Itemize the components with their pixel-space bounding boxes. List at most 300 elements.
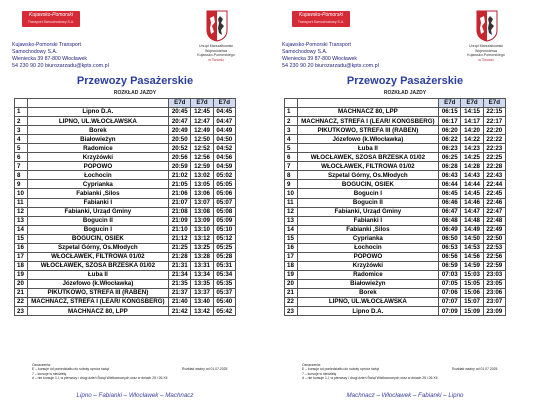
- departure-time: 13:37: [191, 288, 213, 297]
- departure-time: 20:56: [169, 153, 191, 162]
- departure-time: 15:06: [461, 288, 483, 297]
- stop-number: 9: [285, 180, 298, 189]
- departure-time: 06:28: [439, 162, 461, 171]
- departure-time: 12:45: [191, 108, 213, 117]
- timetable-header: [285, 99, 506, 108]
- departure-time: 21:12: [169, 234, 191, 243]
- stop-number: 8: [15, 171, 28, 180]
- departure-time: 12:49: [191, 126, 213, 135]
- departure-time: 23:05: [483, 279, 505, 288]
- stop-number: 1: [285, 108, 298, 117]
- partner-line3: Kujawsko-Pomorskiego: [197, 53, 235, 57]
- table-row: [285, 225, 506, 234]
- departure-time: 04:49: [213, 126, 235, 135]
- departure-time: 20:47: [169, 117, 191, 126]
- departure-time: 12:56: [191, 153, 213, 162]
- stop-name: Lipno D.A.: [27, 108, 169, 117]
- timetable-body: [285, 108, 506, 316]
- departure-time: 13:06: [191, 189, 213, 198]
- stop-name: MACHNACZ, STREFA I (LEAR/ KONGSBERG): [297, 117, 439, 126]
- departure-time: 13:40: [191, 298, 213, 307]
- logo-line2: Transport Samochodowy S.A.: [27, 20, 75, 24]
- timetable-right: [284, 98, 506, 316]
- departure-time: 22:56: [483, 252, 505, 261]
- stop-number: 7: [15, 162, 28, 171]
- stop-number: 14: [285, 225, 298, 234]
- table-row: [285, 153, 506, 162]
- departure-time: 06:50: [439, 234, 461, 243]
- departure-time: 22:50: [483, 234, 505, 243]
- company-name-line1: Kujawsko-Pomorski Transport: [282, 42, 351, 48]
- timetable-sheet-right: [270, 0, 540, 407]
- departure-time: 21:06: [169, 189, 191, 198]
- departure-time: 06:45: [439, 189, 461, 198]
- departure-time: 20:50: [169, 135, 191, 144]
- stop-name: BOGUCIN, OSIEK: [27, 234, 169, 243]
- stop-number: 2: [285, 117, 298, 126]
- stop-number: 9: [15, 180, 28, 189]
- table-row: [285, 279, 506, 288]
- departure-time: 22:17: [483, 117, 505, 126]
- partner-caption: [193, 44, 239, 62]
- departure-time: 06:25: [439, 153, 461, 162]
- departure-time: 14:48: [461, 216, 483, 225]
- page-title: Przewozy Pasażerskie: [76, 75, 194, 87]
- partner-line1: Urząd Marszałkowski: [199, 44, 233, 48]
- stop-name: WŁOCŁAWEK, SZOSA BRZESKA 01/02: [297, 153, 439, 162]
- stop-name: Bogucin II: [297, 198, 439, 207]
- stop-number: 11: [15, 198, 28, 207]
- departure-time: 05:05: [213, 180, 235, 189]
- company-info: [282, 42, 379, 70]
- stop-name: Fabianki ,Silos: [297, 225, 439, 234]
- departure-time: 22:46: [483, 198, 505, 207]
- stop-name: Cyprianka: [27, 180, 169, 189]
- stop-name: WŁOCŁAWEK, SZOSA BRZESKA 01/02: [27, 261, 169, 270]
- stop-name: Krzyżówki: [297, 261, 439, 270]
- departure-time: 05:09: [213, 216, 235, 225]
- departure-time: 13:02: [191, 171, 213, 180]
- departure-time: 22:47: [483, 207, 505, 216]
- stop-number: 20: [285, 279, 298, 288]
- company-logo: [22, 11, 80, 27]
- stop-number: 16: [285, 243, 298, 252]
- table-row: [15, 171, 236, 180]
- table-row: [285, 252, 506, 261]
- departure-time: 21:34: [169, 270, 191, 279]
- note-d: d – nie kursuje 1.I, w pierwszy i drugi dzień Świąt Wielkanocnych oraz w dniach 25 i 26.XII: [302, 376, 438, 381]
- table-row: [15, 198, 236, 207]
- departure-time: 21:05: [169, 180, 191, 189]
- departure-time: 05:02: [213, 171, 235, 180]
- stop-name: Fabianki I: [297, 216, 439, 225]
- stop-number: 3: [285, 126, 298, 135]
- departure-time: 22:48: [483, 216, 505, 225]
- departure-time: 05:31: [213, 261, 235, 270]
- partner-caption: [463, 44, 509, 62]
- departure-time: 12:50: [191, 135, 213, 144]
- departure-time: 13:10: [191, 225, 213, 234]
- partner-line3: Kujawsko-Pomorskiego: [467, 53, 505, 57]
- departure-time: 22:44: [483, 180, 505, 189]
- departure-time: 05:35: [213, 279, 235, 288]
- table-row: [285, 162, 506, 171]
- stop-number: 21: [15, 288, 28, 297]
- departure-time: 23:06: [483, 288, 505, 297]
- table-row: [15, 180, 236, 189]
- stop-name: Radomice: [297, 270, 439, 279]
- header-blank: [297, 99, 439, 108]
- table-row: [15, 252, 236, 261]
- stop-number: 5: [15, 144, 28, 153]
- table-row: [15, 234, 236, 243]
- stop-name: Łuba II: [27, 270, 169, 279]
- table-row: [15, 207, 236, 216]
- table-row: [285, 288, 506, 297]
- table-row: [15, 225, 236, 234]
- partner-line2: Województwa: [474, 48, 498, 53]
- company-address: Wieniecka 39 87-800 Włocławek: [282, 56, 357, 62]
- departure-time: 07:06: [439, 288, 461, 297]
- departure-time: 07:03: [439, 270, 461, 279]
- table-row: [285, 307, 506, 316]
- notes-heading: Oznaczenia:: [32, 363, 51, 367]
- table-row: [285, 189, 506, 198]
- logo-line1: Kujawsko-Pomorski: [299, 12, 343, 18]
- departure-time: 23:03: [483, 270, 505, 279]
- departure-time: 14:43: [461, 171, 483, 180]
- stop-number: 16: [15, 243, 28, 252]
- departure-time: 15:05: [461, 279, 483, 288]
- departure-time: 14:49: [461, 225, 483, 234]
- departure-time: 05:34: [213, 270, 235, 279]
- stop-number: 4: [285, 135, 298, 144]
- stop-name: Fabianki, Urząd Gminy: [27, 207, 169, 216]
- header-blank: [27, 99, 169, 108]
- stop-name: Bogucin II: [27, 216, 169, 225]
- departure-time: 07:07: [439, 298, 461, 307]
- stop-name: Borek: [27, 126, 169, 135]
- stop-number: 18: [15, 261, 28, 270]
- table-row: [285, 180, 506, 189]
- table-row: [15, 144, 236, 153]
- stop-name: Cyprianka: [297, 234, 439, 243]
- stop-name: Łochocin: [27, 171, 169, 180]
- departure-time: 13:42: [191, 307, 213, 316]
- route-caption: Machnacz – Włocławek – Fabianki – Lipno: [346, 392, 464, 399]
- stop-name: POPOWO: [297, 252, 439, 261]
- departure-time: 22:59: [483, 261, 505, 270]
- stop-name: WŁOCŁAWEK, FILTROWA 01/02: [27, 252, 169, 261]
- departure-time: 15:07: [461, 298, 483, 307]
- departure-time: 06:48: [439, 216, 461, 225]
- stop-number: 1: [15, 108, 28, 117]
- departure-time: 14:53: [461, 243, 483, 252]
- departure-time: 04:50: [213, 135, 235, 144]
- departure-time: 21:25: [169, 243, 191, 252]
- departure-time: 07:09: [439, 307, 461, 316]
- header-code: E7d: [483, 99, 505, 108]
- stop-number: 17: [15, 252, 28, 261]
- company-name-line1: Kujawsko-Pomorski Transport: [12, 42, 81, 48]
- stop-name: Krzyżówki: [27, 153, 169, 162]
- table-row: [15, 153, 236, 162]
- company-name-line2: Samochodowy S.A.: [12, 49, 58, 55]
- departure-time: 14:25: [461, 153, 483, 162]
- route-caption: Lipno – Fabianki – Włocławek – Machnacz: [76, 392, 194, 399]
- departure-time: 06:53: [439, 243, 461, 252]
- header-blank: [15, 99, 28, 108]
- departure-time: 06:59: [439, 261, 461, 270]
- departure-time: 04:56: [213, 153, 235, 162]
- page-title: Przewozy Pasażerskie: [346, 75, 464, 87]
- table-row: [15, 288, 236, 297]
- departure-time: 15:03: [461, 270, 483, 279]
- legend-notes: [32, 363, 242, 381]
- stop-name: Borek: [297, 288, 439, 297]
- departure-time: 13:34: [191, 270, 213, 279]
- table-row: [15, 261, 236, 270]
- stop-name: Józefowo (k.Włocławka): [27, 279, 169, 288]
- stop-name: PIKUTKOWO, STREFA III (RABEN): [297, 126, 439, 135]
- notes-heading: Oznaczenia:: [302, 363, 321, 367]
- table-row: [285, 198, 506, 207]
- stop-number: 13: [285, 216, 298, 225]
- departure-time: 21:08: [169, 207, 191, 216]
- company-info: [12, 42, 109, 70]
- stop-number: 21: [285, 288, 298, 297]
- departure-time: 22:15: [483, 108, 505, 117]
- departure-time: 06:44: [439, 180, 461, 189]
- header-code: E7d: [191, 99, 213, 108]
- stop-name: LIPNO, UL.WŁOCŁAWSKA: [297, 298, 439, 307]
- stop-number: 4: [15, 135, 28, 144]
- departure-time: 04:45: [213, 108, 235, 117]
- table-row: [15, 298, 236, 307]
- note-d: d – nie kursuje 1.I, w pierwszy i drugi dzień Świąt Wielkanocnych oraz w dniach 25 i 26.XII: [32, 376, 168, 381]
- departure-time: 04:59: [213, 162, 235, 171]
- departure-time: 22:20: [483, 126, 505, 135]
- departure-time: 22:22: [483, 135, 505, 144]
- departure-time: 21:35: [169, 279, 191, 288]
- stop-name: MACHNACZ 80, LPP: [297, 108, 439, 117]
- timetable-header: [15, 99, 236, 108]
- departure-time: 13:08: [191, 207, 213, 216]
- table-row: [285, 171, 506, 180]
- stop-name: Łuba II: [297, 144, 439, 153]
- legend-notes: [302, 363, 512, 381]
- departure-time: 22:53: [483, 243, 505, 252]
- stop-number: 12: [285, 207, 298, 216]
- departure-time: 22:25: [483, 153, 505, 162]
- departure-time: 13:35: [191, 279, 213, 288]
- stop-number: 2: [15, 117, 28, 126]
- stop-number: 8: [285, 171, 298, 180]
- table-row: [285, 135, 506, 144]
- stop-number: 7: [285, 162, 298, 171]
- departure-time: 05:42: [213, 307, 235, 316]
- coat-of-arms-icon: [476, 10, 498, 42]
- stop-number: 19: [15, 270, 28, 279]
- stop-name: MACHNACZ 80, LPP: [27, 307, 169, 316]
- table-row: [15, 135, 236, 144]
- partner-line1: Urząd Marszałkowski: [469, 44, 503, 48]
- departure-time: 06:56: [439, 252, 461, 261]
- stop-name: Radomice: [27, 144, 169, 153]
- departure-time: 12:52: [191, 144, 213, 153]
- departure-time: 06:15: [439, 108, 461, 117]
- departure-time: 20:52: [169, 144, 191, 153]
- departure-time: 14:47: [461, 207, 483, 216]
- stop-name: Fabianki ,Silos: [27, 189, 169, 198]
- departure-time: 21:10: [169, 225, 191, 234]
- stop-name: Białowieżyn: [297, 279, 439, 288]
- departure-time: 21:07: [169, 198, 191, 207]
- departure-time: 22:45: [483, 189, 505, 198]
- table-row: [285, 298, 506, 307]
- validity-note: Rozkład ważny od 01.07.2025: [452, 367, 498, 372]
- departure-time: 21:31: [169, 261, 191, 270]
- page-subtitle: ROZKŁAD JAZDY: [383, 90, 427, 96]
- departure-time: 14:17: [461, 117, 483, 126]
- departure-time: 14:50: [461, 234, 483, 243]
- note-e: E – kursuje od poniedziałku do soboty oprócz świąt: [32, 367, 109, 372]
- stop-number: 10: [15, 189, 28, 198]
- departure-time: 14:46: [461, 198, 483, 207]
- departure-time: 06:20: [439, 126, 461, 135]
- note-7: 7 – kursuje w niedzielę: [302, 371, 337, 376]
- stop-name: WŁOCŁAWEK, FILTROWA 01/02: [297, 162, 439, 171]
- stop-number: 10: [285, 189, 298, 198]
- departure-time: 21:42: [169, 307, 191, 316]
- departure-time: 13:25: [191, 243, 213, 252]
- departure-time: 05:10: [213, 225, 235, 234]
- stop-number: 23: [285, 307, 298, 316]
- departure-time: 21:02: [169, 171, 191, 180]
- departure-time: 14:15: [461, 108, 483, 117]
- departure-time: 06:43: [439, 171, 461, 180]
- departure-time: 20:45: [169, 108, 191, 117]
- stop-number: 13: [15, 216, 28, 225]
- stop-name: Fabianki I: [27, 198, 169, 207]
- departure-time: 23:09: [483, 307, 505, 316]
- departure-time: 22:23: [483, 144, 505, 153]
- departure-time: 05:37: [213, 288, 235, 297]
- stop-number: 22: [15, 298, 28, 307]
- stop-name: Józefowo (k.Włocławka): [297, 135, 439, 144]
- stop-name: POPOWO: [27, 162, 169, 171]
- table-row: [285, 144, 506, 153]
- table-row: [285, 126, 506, 135]
- table-row: [15, 216, 236, 225]
- stop-number: 5: [285, 144, 298, 153]
- table-row: [285, 108, 506, 117]
- table-row: [15, 117, 236, 126]
- departure-time: 05:08: [213, 207, 235, 216]
- stop-name: Bogucin I: [27, 225, 169, 234]
- stop-number: 12: [15, 207, 28, 216]
- table-row: [15, 108, 236, 117]
- validity-note: Rozkład ważny od 01.07.2025: [182, 367, 228, 372]
- departure-time: 06:22: [439, 135, 461, 144]
- departure-time: 05:40: [213, 298, 235, 307]
- header-blank: [285, 99, 298, 108]
- partner-line4: w Toruniu: [478, 57, 494, 62]
- company-phone-email: 54 230 90 20 biurozarzadu@kpts.com.pl: [282, 63, 379, 69]
- company-name-line2: Samochodowy S.A.: [282, 49, 328, 55]
- departure-time: 14:20: [461, 126, 483, 135]
- stop-number: 3: [15, 126, 28, 135]
- departure-time: 12:59: [191, 162, 213, 171]
- page-subtitle: ROZKŁAD JAZDY: [113, 90, 157, 96]
- departure-time: 21:28: [169, 252, 191, 261]
- departure-time: 14:23: [461, 144, 483, 153]
- company-phone-email: 54 230 90 20 biurozarzadu@kpts.com.pl: [12, 63, 109, 69]
- stop-name: LIPNO, UL.WŁOCŁAWSKA: [27, 117, 169, 126]
- header-code: E7d: [169, 99, 191, 108]
- stop-number: 15: [15, 234, 28, 243]
- departure-time: 22:43: [483, 171, 505, 180]
- departure-time: 21:37: [169, 288, 191, 297]
- header-code: E7d: [439, 99, 461, 108]
- departure-time: 21:09: [169, 216, 191, 225]
- stop-name: BOGUCIN, OSIEK: [297, 180, 439, 189]
- departure-time: 14:28: [461, 162, 483, 171]
- company-address: Wieniecka 39 87-800 Włocławek: [12, 56, 87, 62]
- company-logo: [292, 11, 350, 27]
- departure-time: 15:09: [461, 307, 483, 316]
- table-row: [15, 126, 236, 135]
- departure-time: 06:47: [439, 207, 461, 216]
- stop-number: 11: [285, 198, 298, 207]
- table-row: [15, 270, 236, 279]
- stop-name: MACHNACZ, STREFA I (LEAR/ KONGSBERG): [27, 298, 169, 307]
- table-row: [15, 162, 236, 171]
- timetable-body: [15, 108, 236, 316]
- table-row: [285, 234, 506, 243]
- departure-time: 14:59: [461, 261, 483, 270]
- departure-time: 14:44: [461, 180, 483, 189]
- partner-line2: Województwa: [204, 48, 228, 53]
- departure-time: 13:05: [191, 180, 213, 189]
- table-row: [285, 216, 506, 225]
- table-row: [15, 243, 236, 252]
- departure-time: 20:49: [169, 126, 191, 135]
- coat-of-arms-icon: [206, 10, 228, 42]
- departure-time: 05:25: [213, 243, 235, 252]
- table-row: [285, 207, 506, 216]
- departure-time: 07:05: [439, 279, 461, 288]
- stop-number: 23: [15, 307, 28, 316]
- stop-name: PIKUTKOWO, STREFA III (RABEN): [27, 288, 169, 297]
- header-code: E7d: [213, 99, 235, 108]
- stop-name: Bogucin I: [297, 189, 439, 198]
- stop-number: 15: [285, 234, 298, 243]
- departure-time: 14:56: [461, 252, 483, 261]
- stop-name: Białowieżyn: [27, 135, 169, 144]
- departure-time: 13:12: [191, 234, 213, 243]
- departure-time: 22:28: [483, 162, 505, 171]
- logo-line1: Kujawsko-Pomorski: [29, 12, 73, 18]
- table-row: [285, 270, 506, 279]
- departure-time: 05:12: [213, 234, 235, 243]
- header-code: E7d: [461, 99, 483, 108]
- departure-time: 20:59: [169, 162, 191, 171]
- departure-time: 13:28: [191, 252, 213, 261]
- departure-time: 05:07: [213, 198, 235, 207]
- logo-line2: Transport Samochodowy S.A.: [297, 20, 345, 24]
- departure-time: 13:31: [191, 261, 213, 270]
